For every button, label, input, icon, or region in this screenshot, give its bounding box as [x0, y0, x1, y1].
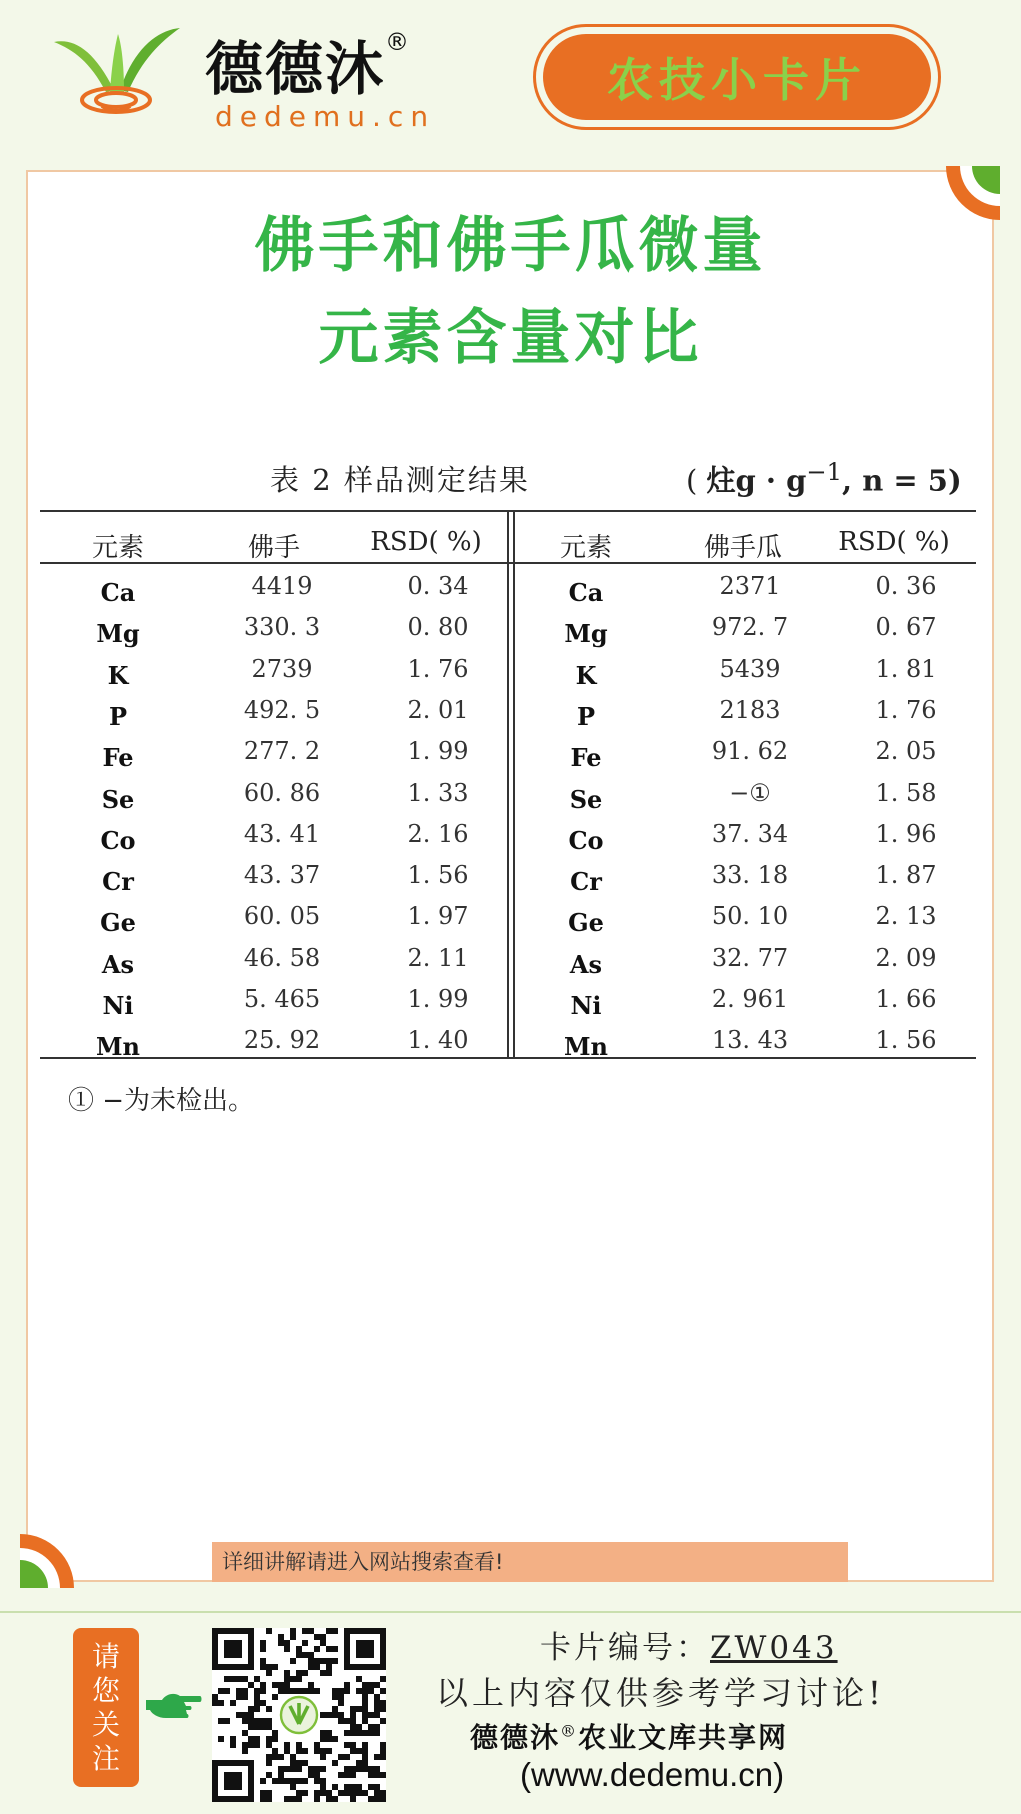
cell-foshougua-value: 91. 62: [711, 737, 789, 766]
table-unit: ( 炷$g \cdot g^{-1}$, n = 5): [686, 458, 962, 498]
cell-foshougua-value: 13. 43: [711, 1026, 789, 1055]
cell-foshou-value: 277. 2: [243, 737, 321, 766]
cell-foshougua-value: 50. 10: [711, 902, 789, 931]
cell-foshou-rsd: 1. 40: [407, 1026, 469, 1055]
cell-foshougua-rsd: 1. 56: [875, 1026, 937, 1055]
cell-foshou-rsd: 1. 76: [407, 654, 469, 683]
cell-foshou-rsd: 2. 16: [407, 819, 469, 848]
cell-foshou-value: 25. 92: [243, 1026, 321, 1055]
cell-foshou-value: 492. 5: [243, 695, 321, 724]
cell-element: Cr: [570, 867, 602, 897]
content-card: [26, 170, 994, 1582]
cell-element: Se: [101, 784, 135, 814]
cell-foshou-rsd: 1. 99: [407, 737, 469, 766]
card-type-badge: [533, 24, 941, 130]
cell-element: Ge: [100, 908, 136, 938]
cell-foshougua-rsd: 1. 58: [875, 778, 937, 807]
cell-element: K: [575, 660, 597, 690]
header-rsd: RSD( %): [838, 527, 950, 557]
qr-code-icon: [212, 1628, 386, 1802]
table-divider: [507, 510, 509, 1058]
cell-element: Co: [568, 825, 604, 855]
cell-foshougua-value: 5439: [719, 654, 781, 683]
cell-element: P: [108, 701, 128, 731]
brand-name: 德德沐®: [205, 28, 412, 103]
cell-element: Fe: [102, 743, 134, 773]
corner-decoration-icon: [20, 1534, 74, 1588]
cell-foshou-value: 43. 37: [243, 861, 321, 890]
cell-foshougua-rsd: 2. 05: [875, 737, 937, 766]
cell-foshougua-value: 972. 7: [711, 613, 789, 642]
cell-foshougua-rsd: 2. 09: [875, 943, 937, 972]
follow-button[interactable]: [73, 1628, 139, 1787]
cell-foshougua-rsd: 0. 36: [875, 572, 937, 600]
follow-char: 您: [91, 1673, 120, 1707]
sprout-logo-icon: [54, 20, 184, 120]
header-element: 元素: [559, 533, 613, 563]
cell-foshougua-value: 2183: [719, 695, 781, 724]
follow-char: 请: [91, 1639, 120, 1673]
cell-foshougua-value: 37. 34: [711, 819, 789, 848]
cell-foshougua-rsd: 1. 76: [875, 695, 937, 724]
site-name: 德德沐®农业文库共享网: [470, 1721, 789, 1754]
cell-foshou-rsd: 0. 80: [407, 613, 469, 642]
cell-foshougua-value: 32. 77: [711, 943, 789, 972]
table-divider: [513, 510, 515, 1058]
cell-foshou-value: 2739: [251, 654, 313, 683]
cell-element: Ni: [570, 991, 602, 1020]
page-title-line-1: 佛手和佛手瓜微量: [254, 211, 767, 281]
pointing-hand-icon: [144, 1688, 202, 1722]
follow-char: 注: [91, 1741, 120, 1775]
brand-url: dedemu.cn: [215, 100, 436, 133]
cell-element: Cr: [102, 867, 134, 897]
cell-element: Co: [100, 825, 136, 855]
cell-foshougua-value: 33. 18: [711, 861, 789, 890]
cell-foshou-rsd: 0. 34: [407, 572, 469, 600]
header: [0, 0, 1021, 160]
cell-foshougua-rsd: 1. 96: [875, 819, 937, 848]
header-element: 元素: [91, 533, 145, 563]
page-title-line-2: 元素含量对比: [318, 303, 703, 373]
cell-foshougua-value: 2371: [719, 572, 781, 600]
cell-foshougua-rsd: 2. 13: [875, 902, 937, 931]
cell-element: Mg: [96, 619, 140, 649]
cell-element: K: [107, 660, 129, 690]
cell-foshou-value: 46. 58: [243, 943, 321, 972]
cell-foshougua-rsd: 1. 81: [875, 654, 937, 683]
cell-element: Mn: [95, 1032, 141, 1062]
cell-element: Ni: [102, 991, 134, 1020]
cell-element: Fe: [570, 743, 602, 773]
hint-bar: 详细讲解请进入网站搜索查看!: [212, 1542, 848, 1582]
cell-foshou-rsd: 2. 01: [407, 695, 469, 724]
card-number: 卡片编号：ZW043: [540, 1630, 838, 1666]
cell-foshou-rsd: 2. 11: [407, 943, 469, 972]
cell-foshou-rsd: 1. 97: [407, 902, 469, 931]
cell-element: As: [569, 949, 603, 979]
header-rsd: RSD( %): [370, 527, 482, 557]
cell-foshougua-value: −①: [729, 778, 771, 807]
cell-foshou-rsd: 1. 33: [407, 778, 469, 807]
cell-foshougua-rsd: 1. 87: [875, 861, 937, 890]
cell-foshougua-rsd: 1. 66: [875, 985, 937, 1013]
header-foshou: 佛手: [247, 533, 301, 563]
cell-foshou-value: 60. 86: [243, 778, 321, 807]
footnote: ① −为未检出。: [68, 1086, 255, 1116]
cell-foshougua-rsd: 0. 67: [875, 613, 937, 642]
qr-code[interactable]: [212, 1628, 386, 1802]
table-caption: 表 2 样品测定结果: [270, 463, 530, 497]
cell-foshou-value: 330. 3: [243, 613, 321, 642]
cell-foshou-rsd: 1. 99: [407, 985, 469, 1013]
follow-char: 关: [91, 1707, 120, 1741]
cell-element: Ca: [568, 578, 604, 607]
cell-element: Se: [569, 784, 603, 814]
cell-element: Mn: [563, 1032, 609, 1062]
cell-foshou-rsd: 1. 56: [407, 861, 469, 890]
header-foshougua: 佛手瓜: [703, 533, 783, 563]
footer-separator: [0, 1611, 1021, 1613]
cell-element: P: [576, 701, 596, 731]
cell-foshou-value: 60. 05: [243, 902, 321, 931]
cell-element: As: [101, 949, 135, 979]
cell-foshou-value: 5. 465: [243, 985, 321, 1013]
cell-element: Ge: [568, 908, 604, 938]
badge-label: 农技小卡片: [543, 34, 931, 120]
cell-foshou-value: 4419: [251, 572, 313, 600]
cell-element: Ca: [100, 578, 136, 607]
disclaimer: 以上内容仅供参考学习讨论!: [436, 1674, 885, 1712]
cell-element: Mg: [564, 619, 608, 649]
site-url[interactable]: (www.dedemu.cn): [520, 1756, 785, 1793]
cell-foshou-value: 43. 41: [243, 819, 321, 848]
cell-foshougua-value: 2. 961: [711, 985, 789, 1013]
